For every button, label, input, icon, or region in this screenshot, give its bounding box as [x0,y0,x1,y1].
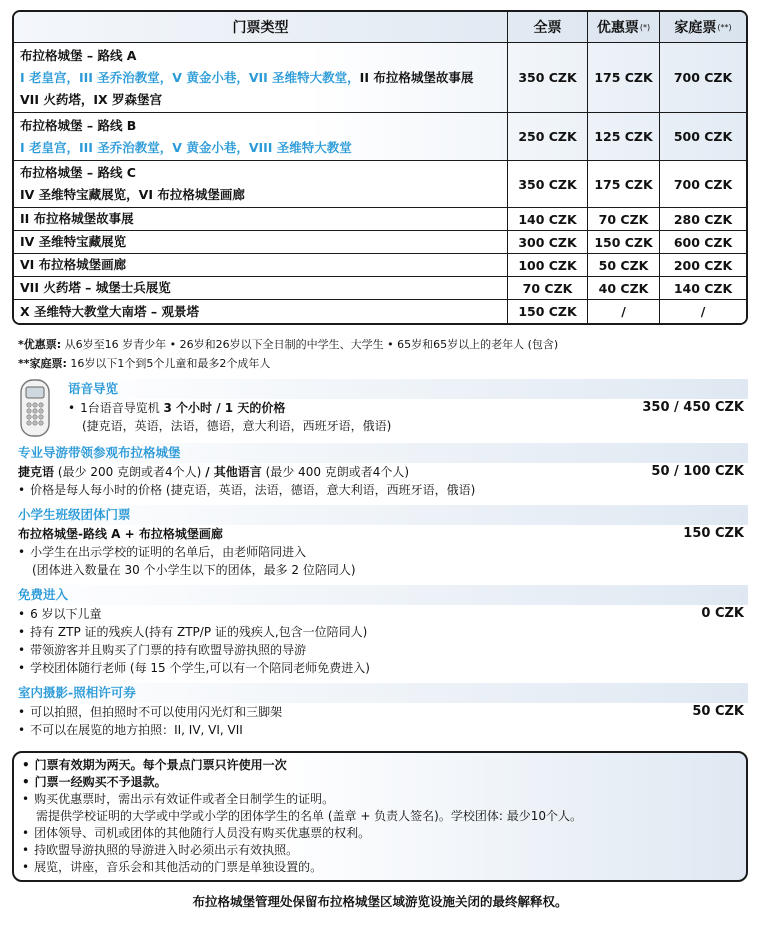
audio-guide-section [12,379,748,437]
free-entry-heading: 免费进入 [12,585,748,605]
row-discount: 40 CZK [588,277,660,299]
header-ticket-type: 门票类型 [14,12,508,42]
guided-tour-heading: 专业导游带领参观布拉格城堡 [12,443,748,463]
row-discount: 70 CZK [588,208,660,230]
table-row [14,276,746,299]
guided-tour-price: 50 / 100 CZK [651,464,744,479]
audio-guide-price: 350 / 450 CZK [642,400,744,415]
audio-guide-device-icon [18,379,52,437]
table-row [14,253,746,276]
discount-note: *优惠票: 从6岁至16 岁青少年 • 26岁和26岁以下全日制的中学生、大学生 • 65岁和65岁以上的老年人 (包含) [18,338,559,351]
free-entry-body [12,605,748,677]
rule-guide-license: • 持欧盟导游执照的导游进入时必须出示有效执照。 [22,842,738,859]
row-discount: 50 CZK [588,254,660,276]
route-b-family: 500 CZK [673,129,733,144]
row-family: 140 CZK [673,280,733,296]
photo-permit-heading: 室内摄影-照相许可券 [12,683,748,703]
route-b-description [14,113,508,160]
route-c-description [14,161,508,207]
table-header-row [14,12,746,42]
route-a-full: 350 CZK [508,43,588,112]
route-b-discount: 125 CZK [588,113,660,160]
list-item: • 学校团体随行老师 (每 15 个学生,可以有一个陪同老师免费进入) [18,659,748,677]
route-b-full: 250 CZK [508,113,588,160]
header-family-price: 家庭票 (**) [674,20,732,36]
row-label: II 布拉格城堡故事展 [20,211,134,226]
list-item: • 带领游客并且购买了门票的持有欧盟导游执照的导游 [18,641,748,659]
family-note: **家庭票: 16岁以下1个到5个儿童和最多2个成年人 [18,357,271,370]
row-family: 200 CZK [673,257,733,273]
route-a-family: 700 CZK [673,70,733,85]
audio-guide-body [62,399,748,435]
photo-permit-price: 50 CZK [692,704,744,719]
school-group-title: 布拉格城堡-路线 A + 布拉格城堡画廊 [18,527,223,541]
route-a-sights: I 老皇宫，III 圣乔治教堂，V 黄金小巷，VII 圣维特大教堂，II 布拉格城堡故事展 [20,69,474,85]
list-item: • 6 岁以下儿童 [18,605,748,623]
header-full-price: 全票 [508,12,588,42]
free-entry-section [12,585,748,677]
footer-disclaimer: 布拉格城堡管理处保留布拉格城堡区域游览设施关闭的最终解释权。 [192,894,568,909]
row-label: VI 布拉格城堡画廊 [20,257,127,272]
school-group-price: 150 CZK [683,526,744,541]
row-full: 140 CZK [508,208,588,230]
rule-validity: • 门票有效期为两天。每个景点门票只许使用一次 [22,757,738,774]
route-c-discount: 175 CZK [588,161,660,207]
row-discount: / [588,300,660,323]
photo-permit-body [12,703,748,739]
rule-discount-proof: • 购买优惠票时，需出示有效证件或者全日制学生的证明。 [22,791,738,808]
table-row-route-c [14,160,746,207]
row-discount: 150 CZK [588,231,660,253]
row-full: 150 CZK [508,300,588,323]
table-row [14,299,746,323]
route-a-title: 布拉格城堡 – 路线 A [20,47,137,63]
school-group-section [12,505,748,579]
free-entry-price: 0 CZK [701,606,744,621]
list-item: • 不可以在展览的地方拍照：II, IV, VI, VII [18,721,748,739]
route-c-full: 350 CZK [508,161,588,207]
audio-guide-languages: (捷克语，英语，法语，德语，意大利语，西班牙语，俄语) [82,419,392,433]
route-c-sights: IV 圣维特宝藏展览，VI 布拉格城堡画廊 [20,187,245,202]
guided-tour-line-1: 捷克语 (最少 200 克朗或者4个人) / 其他语言 (最少 400 克朗或者4个人) [18,465,410,479]
school-group-line-1: • 小学生在出示学校的证明的名单后，由老师陪同进入 [18,543,748,561]
row-family: 600 CZK [673,234,733,250]
route-b-sights: I 老皇宫，III 圣乔治教堂，V 黄金小巷，VIII 圣维特大教堂 [20,139,352,155]
header-discount-price: 优惠票 (*) [588,12,660,42]
price-notes [12,335,748,373]
row-full: 100 CZK [508,254,588,276]
list-item: • 持有 ZTP 证的残疾人(持有 ZTP/P 证的残疾人,包含一位陪同人) [18,623,748,641]
guided-tour-body [12,463,748,499]
school-group-heading: 小学生班级团体门票 [12,505,748,525]
table-row [14,230,746,253]
route-c-title: 布拉格城堡 – 路线 C [20,165,136,180]
rule-events: • 展览，讲座，音乐会和其他活动的门票是单独设置的。 [22,859,738,876]
row-label: X 圣维特大教堂大南塔 – 观景塔 [20,303,199,319]
route-c-family: 700 CZK [673,176,733,192]
row-family: 280 CZK [673,211,733,227]
route-a-discount: 175 CZK [588,43,660,112]
route-b-title: 布拉格城堡 – 路线 B [20,117,137,133]
row-label: IV 圣维特宝藏展览 [20,234,127,249]
audio-guide-line-1: • 1台语音导览机 3 个小时 / 1 天的价格 [68,399,748,417]
row-family: / [700,304,706,319]
guided-tour-section [12,443,748,499]
table-row-route-a [14,42,746,112]
rule-no-refund: • 门票一经购买不予退款。 [22,774,738,791]
rule-group-leaders: • 团体领导、司机或团体的其他随行人员没有购买优惠票的权利。 [22,825,738,842]
page [12,10,748,910]
route-a-sights-2: VII 火药塔，IX 罗森堡宫 [20,91,162,107]
audio-guide-heading: 语音导览 [62,379,748,399]
row-full: 300 CZK [508,231,588,253]
ticket-price-table [12,10,748,325]
rule-school-list: 需提供学校证明的大学或中学或小学的团体学生的名单 (盖章 + 负责人签名)。学校团体: 最少10个人。 [36,809,582,823]
row-full: 70 CZK [508,277,588,299]
list-item: • 可以拍照，但拍照时不可以使用闪光灯和三脚架 [18,703,748,721]
guided-tour-line-2: • 价格是每人每小时的价格 (捷克语，英语，法语，德语，意大利语，西班牙语，俄语) [18,481,748,499]
school-group-body [12,525,748,579]
school-group-line-2: (团体进入数量在 30 个小学生以下的团体，最多 2 位陪同人) [32,563,356,577]
table-row [14,207,746,230]
table-row-route-b [14,112,746,160]
route-a-description [14,43,508,112]
row-label: VII 火药塔 – 城堡士兵展览 [20,280,171,295]
photo-permit-section [12,683,748,739]
ticket-rules-box [12,751,748,882]
